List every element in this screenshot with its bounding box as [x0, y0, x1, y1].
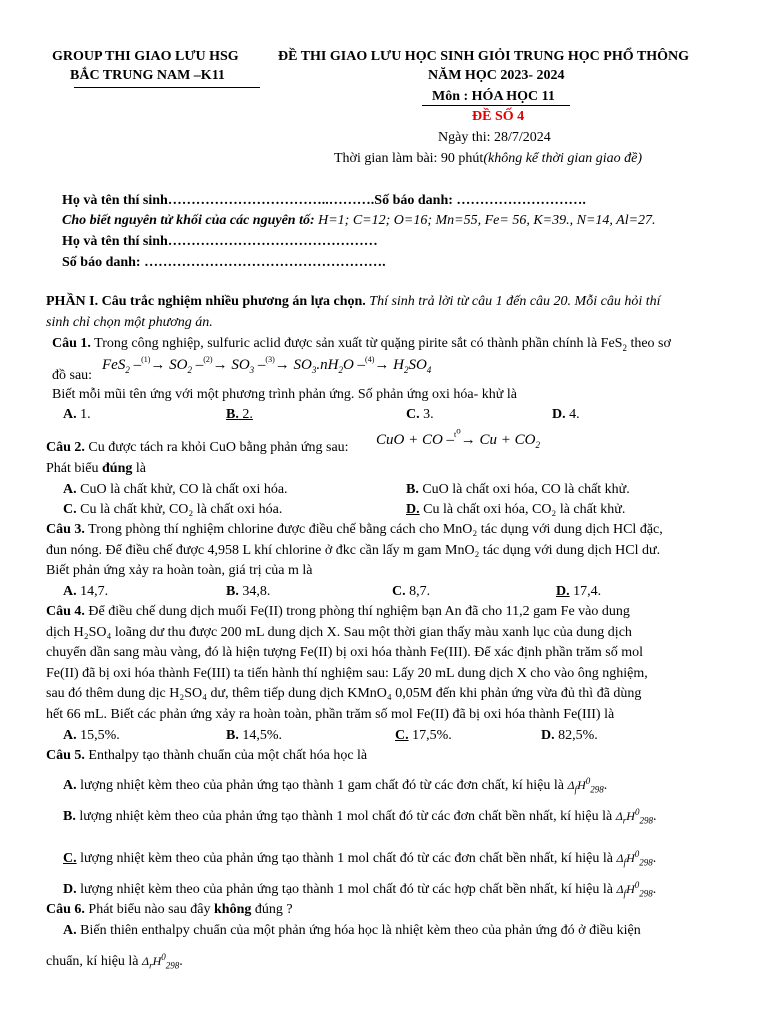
exam-code: ĐỀ SỐ 4: [472, 109, 525, 124]
q2-option-a[interactable]: A. CuO là chất khử, CO là chất oxi hóa.: [63, 482, 288, 497]
q5-option-d[interactable]: D. lượng nhiệt kèm theo của phản ứng tạo thành 1 mol chất đó từ các hợp chất bền nhất, kí hiệu là $\Delta_fH^0_{298}$.: [63, 880, 657, 899]
q1-option-a[interactable]: A. 1.: [63, 407, 91, 422]
header-underline-left: [74, 87, 260, 88]
q5-option-c[interactable]: C. lượng nhiệt kèm theo của phản ứng tạo thành 1 mol chất đó từ các đơn chất bền nhất, kí hiệu là $\Delta_fH^0_{298}$.: [63, 849, 657, 868]
subject: Môn : HÓA HỌC 11: [432, 89, 555, 104]
q5-option-b[interactable]: B. lượng nhiệt kèm theo của phản ứng tạo thành 1 mol chất đó từ các đơn chất bền nhất, kí hiệu là $\Delta_rH^0_{298}$.: [63, 807, 657, 826]
q5-option-a[interactable]: A. lượng nhiệt kèm theo của phản ứng tạo thành 1 gam chất đó từ các đơn chất, kí hiệu là $\Delta_fH^0_{298}$.: [63, 776, 608, 795]
q2-statement: Phát biểu đúng là: [46, 461, 146, 476]
q6-option-a-cont: chuẩn, kí hiệu là $\Delta_rH^0_{298}$.: [46, 952, 183, 971]
candidate-name-line: Họ và tên thí sinh………………………………………: [62, 234, 378, 249]
q4-stem-4: Fe(II) đã bị oxi hóa thành Fe(III) ta tiến hành thí nghiệm sau: Lấy 20 mL dung dịch X cho vào ông nghiệm,: [46, 666, 648, 681]
q1-stem: Câu 1. Trong công nghiệp, sulfuric aclid được sản xuất từ quặng pirite sắt có thành phần chính là FeS$_2$ theo sơ: [52, 336, 671, 353]
q4-stem-6: hết 66 mL. Biết các phản ứng xảy ra hoàn toàn, phần trăm số mol Fe(II) đã bị oxi hóa thành Fe(III) là: [46, 707, 615, 722]
school-year: NĂM HỌC 2023- 2024: [428, 68, 565, 83]
candidate-info-line: Họ và tên thí sinh……………………………..……….Số báo danh: ……………………….: [62, 193, 586, 208]
q3-option-c[interactable]: C. 8,7.: [392, 584, 431, 599]
organizer-name: GROUP THI GIAO LƯU HSG: [52, 49, 239, 64]
exam-title: ĐỀ THI GIAO LƯU HỌC SINH GIỎI TRUNG HỌC PHỔ THÔNG: [278, 49, 689, 64]
q3-stem-3: Biết phản ứng xảy ra hoàn toàn, giá trị của m là: [46, 563, 313, 578]
q2-stem: Câu 2. Cu được tách ra khỏi CuO bằng phản ứng sau:: [46, 440, 349, 455]
q1-reaction-scheme: FeS$_2$ $-^{(1)}\to SO_2$ $-^{(2)}\to SO_3$ $-^{(3)}\to SO_3.nH_2O$ $-^{(4)}\to H_2SO_4$: [102, 355, 432, 375]
q2-option-d[interactable]: D. Cu là chất oxi hóa, CO₂ là chất khử.: [406, 502, 626, 517]
q4-option-c[interactable]: C. 17,5%.: [395, 728, 452, 743]
header-underline-right: [422, 105, 570, 106]
atomic-masses: Cho biết nguyên tử khối của các nguyên tố: H=1; C=12; O=16; Mn=55, Fe= 56, K=39., N=14, Al=27.: [62, 213, 656, 228]
q1-option-b[interactable]: B. 2.: [226, 407, 253, 422]
q2-reaction: CuO + CO $-^{t^o}\to Cu + CO_2$: [376, 425, 540, 450]
q3-stem-2: đun nóng. Để điều chế được 4,958 L khí chlorine ở đkc cần lấy m gam MnO₂ tác dụng với dung dịch HCl dư.: [46, 543, 661, 558]
q1-option-c[interactable]: C. 3.: [406, 407, 434, 422]
part1-title: PHẦN I. Câu trắc nghiệm nhiều phương án lựa chọn. Thí sinh trả lời từ câu 1 đến câu 20. Mỗi câu hỏi thí: [46, 294, 661, 309]
q4-option-d[interactable]: D. 82,5%.: [541, 728, 598, 743]
q1-option-d[interactable]: D. 4.: [552, 407, 580, 422]
q4-stem-3: chuyển dần sang màu vàng, đó là hiện tượng Fe(II) bị oxi hóa thành Fe(III). Để xác định phần trăm số mol: [46, 645, 644, 660]
q4-stem-5: sau đó thêm dung dịc H₂SO₄ dư, thêm tiếp dung dịch KMnO₄ 0,05M đến khi phản ứng vừa đủ thì đã dùng: [46, 686, 642, 701]
part1-instruction: sinh chỉ chọn một phương án.: [46, 315, 213, 330]
q3-option-b[interactable]: B. 34,8.: [226, 584, 271, 599]
q4-stem-1: Câu 4. Để điều chế dung dịch muối Fe(II) trong phòng thí nghiệm bạn An đã cho 11,2 gam Fe vào dung: [46, 604, 630, 619]
q5-stem: Câu 5. Enthalpy tạo thành chuẩn của một chất hóa học là: [46, 748, 368, 763]
exam-duration: Thời gian làm bài: 90 phút(không kể thời gian giao đề): [334, 151, 643, 166]
exam-date: Ngày thi: 28/7/2024: [438, 130, 551, 145]
q4-option-b[interactable]: B. 14,5%.: [226, 728, 283, 743]
q4-stem-2: dịch H₂SO₄ loãng dư thu được 200 mL dung dịch X. Sau một thời gian thấy màu xanh lục của dung dịch: [46, 625, 632, 640]
q3-option-d[interactable]: D. 17,4.: [556, 584, 602, 599]
q3-stem-1: Câu 3. Trong phòng thí nghiệm chlorine được điều chế bằng cách cho MnO₂ tác dụng với dung dịch HCl đặc,: [46, 522, 663, 537]
q4-option-a[interactable]: A. 15,5%.: [63, 728, 120, 743]
q1-stem-2: đồ sau:: [52, 368, 93, 383]
q2-option-c[interactable]: C. Cu là chất khử, CO₂ là chất oxi hóa.: [63, 502, 283, 517]
q6-option-a[interactable]: A. Biến thiên enthalpy chuẩn của một phản ứng hóa học là nhiệt kèm theo của phản ứng đó ở điều kiện: [63, 923, 641, 938]
q6-stem: Câu 6. Phát biểu nào sau đây không đúng ?: [46, 902, 293, 917]
q2-option-b[interactable]: B. CuO là chất oxi hóa, CO là chất khử.: [406, 482, 630, 497]
organizer-subtitle: BẮC TRUNG NAM –K11: [70, 68, 225, 83]
q1-question: Biết mỗi mũi tên ứng với một phương trình phản ứng. Số phản ứng oxi hóa- khử là: [52, 387, 517, 402]
candidate-number-line: Số báo danh: …………………………………………….: [62, 255, 386, 270]
q3-option-a[interactable]: A. 14,7.: [63, 584, 109, 599]
